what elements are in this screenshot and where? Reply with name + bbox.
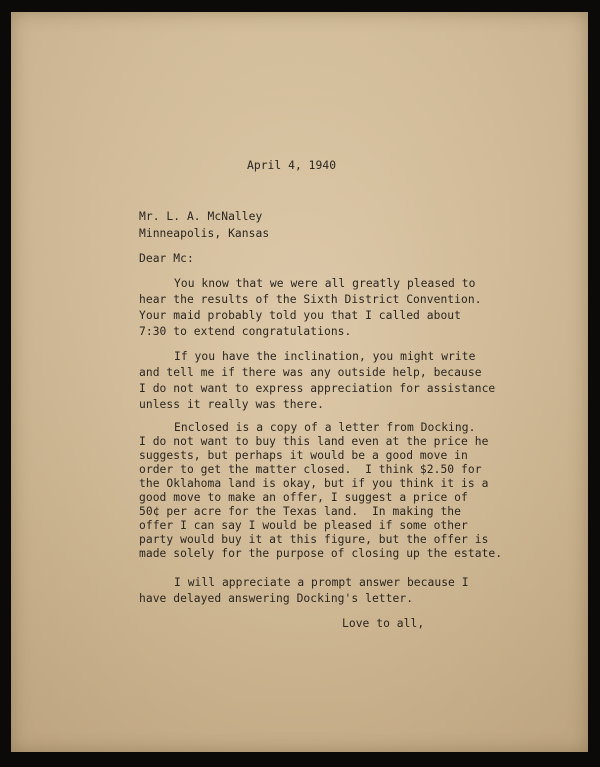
body-line: hear the results of the Sixth District Convention. [139, 293, 482, 306]
body-line: and tell me if there was any outside help, because [139, 366, 482, 379]
closing: Love to all, [342, 617, 425, 630]
body-line: order to get the matter closed. I think $2.50 for [139, 463, 482, 476]
body-line: Your maid probably told you that I called about [139, 309, 462, 322]
body-line: I will appreciate a prompt answer because I [174, 576, 469, 589]
body-line: Enclosed is a copy of a letter from Docking. [174, 421, 476, 434]
body-line: 7:30 to extend congratulations. [139, 325, 352, 338]
body-line: I do not want to buy this land even at the price he [139, 435, 489, 448]
body-line: 50¢ per acre for the Texas land. In making the [139, 505, 462, 518]
body-line: unless it really was there. [139, 398, 324, 411]
body-line: the Oklahoma land is okay, but if you think it is a [139, 477, 489, 490]
recipient-name: Mr. L. A. McNalley [139, 210, 263, 223]
body-line: good move to make an offer, I suggest a price of [139, 491, 468, 504]
body-line: have delayed answering Docking's letter. [139, 592, 414, 605]
body-line: suggests, but perhaps it would be a good move in [139, 449, 468, 462]
letter-page [11, 12, 588, 752]
body-line: offer I can say I would be pleased if some other [139, 519, 468, 532]
letter-date: April 4, 1940 [247, 159, 337, 172]
body-line: You know that we were all greatly pleased to [174, 277, 476, 290]
body-line: I do not want to express appreciation for assistance [139, 382, 496, 395]
body-line: If you have the inclination, you might write [174, 350, 476, 363]
body-line: party would buy it at this figure, but the offer is [139, 533, 489, 546]
recipient-city: Minneapolis, Kansas [139, 227, 270, 240]
body-line: made solely for the purpose of closing up the estate. [139, 547, 503, 560]
salutation: Dear Mc: [139, 252, 194, 265]
